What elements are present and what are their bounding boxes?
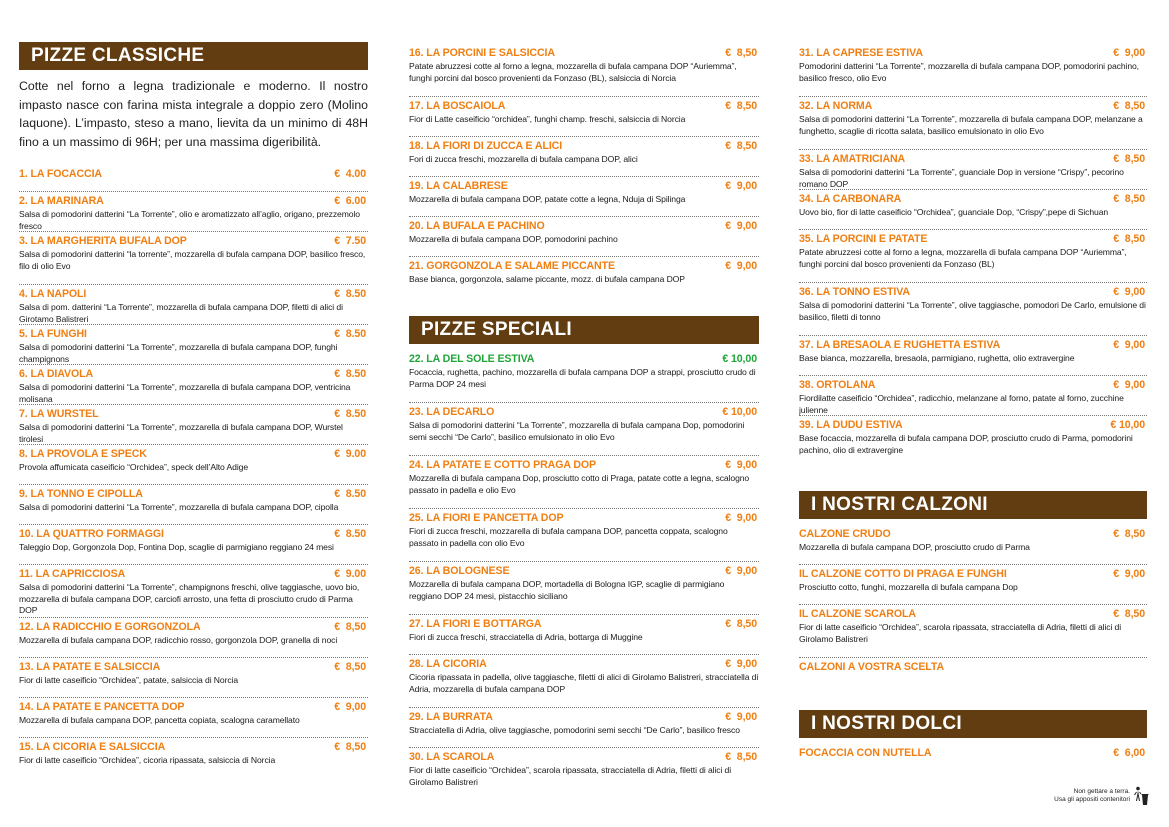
menu-item-header — [19, 288, 368, 301]
menu-item-header — [19, 741, 368, 754]
menu-item-price: € 9.00 — [334, 448, 366, 460]
menu-item — [799, 150, 1147, 190]
menu-item-name: 23. LA DECARLO — [409, 406, 495, 418]
menu-item-price: € 8,50 — [1113, 193, 1145, 205]
menu-item-price: € 9,00 — [725, 220, 757, 232]
menu-item — [799, 416, 1147, 469]
menu-item — [409, 350, 759, 403]
menu-item-header — [19, 661, 368, 674]
menu-item-description: Salsa di pomodorini datterini “La Torrente”, olio e aromatizzato all’aglio, origano, prezzemolo fresco — [19, 209, 360, 231]
menu-item — [409, 748, 759, 801]
menu-item-description: Salsa di pomodorini datterini “La Torrente”, mozzarella di bufala campana DOP, cipolla — [19, 502, 339, 512]
menu-item-name: 32. LA NORMA — [799, 100, 873, 112]
menu-item — [409, 257, 759, 294]
menu-item-description: Base bianca, mozzarella, bresaola, parmigiano, rughetta, olio extravergine — [799, 353, 1075, 363]
menu-item-description: Mozzarella di bufala campana DOP, pomodorini pachino — [409, 234, 618, 244]
menu-item-price: € 10,00 — [722, 353, 757, 365]
menu-item — [19, 365, 368, 405]
menu-item-header — [19, 195, 368, 208]
menu-item-header — [799, 100, 1147, 113]
menu-item-name: 3. LA MARGHERITA BUFALA DOP — [19, 235, 187, 247]
menu-item-header — [409, 565, 759, 578]
menu-item-price: € 8.50 — [334, 488, 366, 500]
menu-item-header — [409, 459, 759, 472]
menu-item-name: 1. LA FOCACCIA — [19, 168, 102, 180]
section-title-dolci: I NOSTRI DOLCI — [799, 710, 1147, 738]
menu-item-name: 39. LA DUDU ESTIVA — [799, 419, 903, 431]
menu-item-header — [409, 180, 759, 193]
menu-item-description: Stracciatella di Adria, olive taggiasche, pomodorini semi secchi “De Carlo”, basilico fresco — [409, 725, 740, 735]
menu-item — [409, 456, 759, 509]
menu-item-header — [799, 419, 1147, 432]
menu-item — [409, 562, 759, 615]
menu-item — [799, 44, 1147, 97]
menu-item-header — [19, 621, 368, 634]
menu-item-name: 20. LA BUFALA E PACHINO — [409, 220, 545, 232]
menu-item-price: € 7.50 — [334, 235, 366, 247]
menu-item-price: € 9,00 — [725, 565, 757, 577]
menu-item-header — [799, 747, 1147, 760]
menu-list-dolci — [799, 744, 1147, 774]
menu-item-price: € 9,00 — [1113, 379, 1145, 391]
menu-item-price: € 10,00 — [1110, 419, 1145, 431]
menu-item — [409, 137, 759, 177]
menu-item-description: Salsa di pom. datterini “La Torrente”, mozzarella di bufala campana DOP, filetti di alici di Girotamo Balistreri — [19, 302, 343, 324]
menu-item-description: Salsa di pomodorini datterini “La Torrente”, mozzarella di bufala campana Dop, pomodorini semi secchi “De Carlo”, basilico emulsionato in olio Evo — [409, 420, 745, 442]
menu-item — [19, 232, 368, 285]
menu-item — [19, 565, 368, 618]
menu-item-description: Salsa di pomodorini datterini “La Torrente”, mozzarella di bufala campana DOP, ventricina molisana — [19, 382, 351, 404]
section-title-calzoni: I NOSTRI CALZONI — [799, 491, 1147, 519]
menu-item — [19, 285, 368, 325]
menu-item — [19, 618, 368, 658]
section-title-classiche: PIZZE CLASSICHE — [19, 42, 368, 70]
menu-item-price: € 8.50 — [334, 408, 366, 420]
menu-item-header — [409, 658, 759, 671]
footer-line-2: Usa gli appositi contenitori — [1054, 796, 1130, 803]
menu-item-name: 31. LA CAPRESE ESTIVA — [799, 47, 923, 59]
menu-item-header — [409, 100, 759, 113]
menu-item-description: Mozzarella di bufala campana Dop, prosciutto cotto di Praga, patate cotte a legna, scalogno passato in padella e olio Evo — [409, 473, 750, 495]
menu-item-description: Taleggio Dop, Gorgonzola Dop, Fontina Dop, scaglie di parmigiano reggiano 24 mesi — [19, 542, 334, 552]
menu-item — [19, 485, 368, 525]
menu-item-price: € 10,00 — [722, 406, 757, 418]
menu-item-description: Fiori di zucca freschi, stracciatella di Adria, bottarga di Muggine — [409, 632, 643, 642]
menu-item-name: 22. LA DEL SOLE ESTIVA — [409, 353, 535, 365]
menu-item-header — [19, 701, 368, 714]
menu-item-price: € 8.50 — [334, 328, 366, 340]
menu-item-header — [799, 286, 1147, 299]
menu-item — [799, 605, 1147, 658]
menu-item — [19, 192, 368, 232]
menu-item-description: Fior di latte caseificio “Orchidea”, scarola ripassata, stracciatella di Adria, filetti di alici di Girolamo Balistreri — [409, 765, 732, 787]
menu-item-price: € 9,00 — [725, 180, 757, 192]
menu-item-price: € 8,50 — [334, 621, 366, 633]
menu-item-header — [19, 235, 368, 248]
menu-item-price: € 6.00 — [334, 195, 366, 207]
menu-item-name: 21. GORGONZOLA E SALAME PICCANTE — [409, 260, 615, 272]
menu-item-name: 28. LA CICORIA — [409, 658, 487, 670]
menu-item-description: Focaccia, rughetta, pachino, mozzarella di bufala campana DOP a strappi, prosciutto crudo di Parma DOP 24 mesi — [409, 367, 756, 389]
menu-item-description: Salsa di pomodorini datterini “La Torrente”, mozzarella di bufala campana DOP, melanzane a funghetto, scaglie di ricotta salata, basilico emulsionato in olio Evo — [799, 114, 1143, 136]
menu-item-description: Prosciutto cotto, funghi, mozzarella di bufala campana Dop — [799, 582, 1018, 592]
menu-item — [799, 658, 1147, 688]
footer-note — [1040, 788, 1130, 804]
menu-item-header — [799, 608, 1147, 621]
menu-item-price: € 8,50 — [1113, 100, 1145, 112]
menu-item — [409, 97, 759, 137]
menu-item-description: Salsa di pomodorini datterini “la torrente”, mozzarella di bufala campana DOP, basilico fresco, filo di olio Evo — [19, 249, 366, 271]
menu-item-description: Fiordilatte caseificio “Orchidea”, radicchio, melanzane al forno, patate al forno, zucchine julienne — [799, 393, 1124, 415]
menu-item-header — [799, 153, 1147, 166]
menu-item-name: 18. LA FIORI DI ZUCCA E ALICI — [409, 140, 563, 152]
menu-item — [19, 525, 368, 565]
menu-item-price: € 8,50 — [1113, 233, 1145, 245]
menu-item-description: Provola affumicata caseificio “Orchidea”, speck dell’Alto Adige — [19, 462, 249, 472]
menu-item — [799, 565, 1147, 605]
menu-item — [799, 283, 1147, 336]
menu-item-header — [19, 168, 368, 181]
footer-line-1: Non gettare a terra. — [1073, 788, 1130, 795]
menu-item-price: € 9,00 — [725, 260, 757, 272]
menu-item-name: 29. LA BURRATA — [409, 711, 493, 723]
menu-item-price: € 8,50 — [725, 618, 757, 630]
menu-item-price: € 9,00 — [1113, 339, 1145, 351]
trash-bin-icon — [1133, 786, 1149, 806]
menu-item — [19, 405, 368, 445]
menu-item — [409, 615, 759, 655]
menu-item-description: Fior di Latte caseificio “orchidea”, funghi champ. freschi, salsiccia di Norcia — [409, 114, 686, 124]
menu-item-header — [409, 618, 759, 631]
menu-item-description: Fiori di zucca freschi, mozzarella di bufala campana DOP, pancetta coppata, scalogno passato in padella con olio Evo — [409, 526, 728, 548]
menu-item-header — [799, 233, 1147, 246]
column-classiche — [19, 38, 368, 778]
menu-item — [799, 376, 1147, 416]
menu-list-calzoni — [799, 525, 1147, 688]
menu-item-header — [409, 711, 759, 724]
menu-item-description: Cicoria ripassata in padella, olive taggiasche, filetti di alici di Girolamo Balistreri, stracciatella di Adria, mozzarella di bufala campana DOP — [409, 672, 759, 694]
menu-item-name: 24. LA PATATE E COTTO PRAGA DOP — [409, 459, 597, 471]
menu-item-name: 19. LA CALABRESE — [409, 180, 508, 192]
menu-item-name: 33. LA AMATRICIANA — [799, 153, 906, 165]
menu-item-header — [19, 528, 368, 541]
menu-item — [409, 708, 759, 748]
menu-item-price: € 8,50 — [725, 47, 757, 59]
menu-item-price: € 8,50 — [1113, 608, 1145, 620]
menu-item — [19, 445, 368, 485]
menu-item — [19, 165, 368, 192]
menu-item-description: Mozzarella di bufala campana DOP, mortadella di Bologna IGP, scaglie di parmigiano reggiano DOP 24 mesi, pistacchio siciliano — [409, 579, 725, 601]
menu-item-name: CALZONE CRUDO — [799, 528, 891, 540]
menu-item-header — [409, 353, 759, 366]
menu-item-name: 8. LA PROVOLA E SPECK — [19, 448, 147, 460]
menu-item-name: 25. LA FIORI E PANCETTA DOP — [409, 512, 564, 524]
menu-item-price: € 8.50 — [334, 528, 366, 540]
menu-item-name: 27. LA FIORI E BOTTARGA — [409, 618, 542, 630]
menu-list-classiche — [19, 165, 368, 778]
menu-item-name: 13. LA PATATE E SALSICCIA — [19, 661, 161, 673]
menu-item-name: 10. LA QUATTRO FORMAGGI — [19, 528, 164, 540]
menu-item-header — [409, 220, 759, 233]
menu-item-name: 6. LA DIAVOLA — [19, 368, 94, 380]
menu-item-description: Fior di latte caseificio “Orchidea”, scarola ripassata, stracciatella di Adria, filetti di alici di Girolamo Balistreri — [799, 622, 1122, 644]
menu-item-description: Pomodorini datterini “La Torrente”, mozzarella di bufala campana DOP, pomodorini pachino, basilico fresco, olio Evo — [799, 61, 1139, 83]
menu-item-header — [19, 568, 368, 581]
menu-item-header — [799, 528, 1147, 541]
menu-item-description: Mozzarella di bufala campana DOP, radicchio rosso, gorgonzola DOP, granella di noci — [19, 635, 338, 645]
menu-item-price: € 8,50 — [1113, 528, 1145, 540]
menu-item-header — [19, 328, 368, 341]
menu-item-price: € 8.50 — [334, 288, 366, 300]
menu-item-price: € 9,00 — [725, 512, 757, 524]
column-middle — [409, 38, 759, 801]
menu-item-price: € 9,00 — [1113, 286, 1145, 298]
column-right — [799, 38, 1147, 774]
menu-item-header — [799, 339, 1147, 352]
menu-item-description: Base focaccia, mozzarella di bufala campana DOP, prosciutto crudo di Parma, pomodorini pachino, olio di extravergine — [799, 433, 1133, 455]
menu-item-name: 26. LA BOLOGNESE — [409, 565, 510, 577]
menu-item-header — [19, 448, 368, 461]
menu-item-description: Mozzarella di bufala campana DOP, patate cotte a legna, Nduja di Spilinga — [409, 194, 686, 204]
menu-item-name: 7. LA WURSTEL — [19, 408, 99, 420]
menu-item-price: € 9,00 — [725, 459, 757, 471]
menu-item-price: € 8,50 — [725, 751, 757, 763]
menu-item-header — [799, 379, 1147, 392]
menu-item-description: Salsa di pomodorini datterini “La Torrente”, mozzarella di bufala campana DOP, Wurstel tirolesi — [19, 422, 343, 444]
menu-item-name: IL CALZONE COTTO DI PRAGA E FUNGHI — [799, 568, 1007, 580]
menu-item-description: Mozzarella di bufala campana DOP, prosciutto crudo di Parma — [799, 542, 1030, 552]
menu-item-price: € 9,00 — [1113, 568, 1145, 580]
menu-item-description: Base bianca, gorgonzola, salame piccante, mozz. di bufala campana DOP — [409, 274, 685, 284]
menu-item-name: 17. LA BOSCAIOLA — [409, 100, 506, 112]
menu-item-name: 30. LA SCAROLA — [409, 751, 495, 763]
menu-item-price: € 8.50 — [334, 368, 366, 380]
menu-item-header — [409, 512, 759, 525]
menu-item-price: € 8,50 — [334, 741, 366, 753]
menu-item-name: CALZONI A VOSTRA SCELTA — [799, 661, 945, 673]
menu-item-price: € 9,00 — [725, 658, 757, 670]
menu-item-header — [799, 193, 1147, 206]
menu-item — [799, 97, 1147, 150]
menu-item — [409, 509, 759, 562]
menu-item-description: Patate abruzzesi cotte al forno a legna, mozzarella di bufala campana DOP “Auriemma”, funghi porcini dal bosco provenienti da Fonzaso (BL), salsiccia di Norcia — [409, 61, 737, 83]
menu-item-name: 15. LA CICORIA E SALSICCIA — [19, 741, 166, 753]
menu-item — [19, 325, 368, 365]
menu-item-description: Patate abruzzesi cotte al forno a legna, mozzarella di bufala campana DOP “Auriemma”, funghi porcini dal bosco provenienti da Fonzaso (BL) — [799, 247, 1127, 269]
menu-item-name: 36. LA TONNO ESTIVA — [799, 286, 910, 298]
menu-item-price: € 8,50 — [1113, 153, 1145, 165]
menu-item-name: FOCACCIA CON NUTELLA — [799, 747, 932, 759]
menu-item — [409, 403, 759, 456]
menu-item-name: 38. ORTOLANA — [799, 379, 876, 391]
menu-item-price: € 8,50 — [725, 140, 757, 152]
menu-item — [799, 525, 1147, 565]
menu-item-description: Fior di latte caseificio “Orchidea”, patate, salsiccia di Norcia — [19, 675, 239, 685]
menu-item-name: 9. LA TONNO E CIPOLLA — [19, 488, 143, 500]
intro-text: Cotte nel forno a legna tradizionale e moderno. Il nostro impasto nasce con farina mista integrale a doppio zero (Molino Iaquone). L’impasto, steso a mano, lievita da un minimo di 48H fino a un massimo di 96H; per una massima digeribilità. — [19, 79, 368, 149]
menu-item-price: € 8,50 — [334, 661, 366, 673]
menu-item-description: Uovo bio, fior di latte caseificio “Orchidea”, guanciale Dop, “Crispy”,pepe di Sichuan — [799, 207, 1109, 217]
section-title-speciali: PIZZE SPECIALI — [409, 316, 759, 344]
menu-item-price: € 9,00 — [1113, 47, 1145, 59]
menu-item-name: 2. LA MARINARA — [19, 195, 104, 207]
menu-item-header — [409, 47, 759, 60]
menu-item-price: € 9,00 — [725, 711, 757, 723]
menu-item-price: € 9.00 — [334, 568, 366, 580]
menu-item — [799, 744, 1147, 774]
menu-item-name: 5. LA FUNGHI — [19, 328, 87, 340]
menu-item-name: 11. LA CAPRICCIOSA — [19, 568, 126, 580]
menu-item-header — [409, 140, 759, 153]
menu-item — [19, 738, 368, 778]
menu-item-name: 35. LA PORCINI E PATATE — [799, 233, 928, 245]
menu-item-name: 12. LA RADICCHIO E GORGONZOLA — [19, 621, 201, 633]
menu-item-header — [409, 260, 759, 273]
menu-item-name: 37. LA BRESAOLA E RUGHETTA ESTIVA — [799, 339, 1001, 351]
menu-item-name: 14. LA PATATE E PANCETTA DOP — [19, 701, 185, 713]
menu-item-header — [19, 488, 368, 501]
menu-list-classiche-cont — [409, 44, 759, 294]
menu-item — [409, 217, 759, 257]
menu-item-description: Salsa di pomodorini datterini “La Torrente”, guanciale Dop in versione “Crispy”, pecorino romano DOP — [799, 167, 1124, 189]
menu-item-description: Salsa di pomodorini datterini “La Torrente”, olive taggiasche, pomodori De Carlo, emulsione di basilico, filetti di tonno — [799, 300, 1146, 322]
menu-item-price: € 9,00 — [334, 701, 366, 713]
menu-list-speciali — [409, 350, 759, 801]
menu-item-header — [409, 406, 759, 419]
menu-item-description: Mozzarella di bufala campana DOP, pancetta copiata, scalogna caramellato — [19, 715, 300, 725]
menu-item-name: 4. LA NAPOLI — [19, 288, 87, 300]
menu-item-name: 34. LA CARBONARA — [799, 193, 902, 205]
menu-list-speciali-cont — [799, 44, 1147, 469]
menu-item-price: € 6,00 — [1113, 747, 1145, 759]
menu-item — [799, 336, 1147, 376]
menu-item — [19, 698, 368, 738]
menu-item — [799, 190, 1147, 230]
menu-item-header — [799, 568, 1147, 581]
menu-item-header — [799, 47, 1147, 60]
menu-item-header — [19, 408, 368, 421]
menu-item-header — [799, 661, 1147, 674]
menu-item — [799, 230, 1147, 283]
menu-item-header — [19, 368, 368, 381]
menu-item — [19, 658, 368, 698]
menu-item-price: € 4.00 — [334, 168, 366, 180]
menu-item-description: Fori di zucca freschi, mozzarella di bufala campana DOP, alici — [409, 154, 638, 164]
menu-item-header — [409, 751, 759, 764]
menu-item — [409, 177, 759, 217]
menu-item-description: Fior di latte caseificio “Orchidea”, cicoria ripassata, salsiccia di Norcia — [19, 755, 276, 765]
menu-item — [409, 44, 759, 97]
menu-item-price: € 8,50 — [725, 100, 757, 112]
menu-item-name: 16. LA PORCINI E SALSICCIA — [409, 47, 555, 59]
menu-item-name: IL CALZONE SCAROLA — [799, 608, 916, 620]
menu-item-description: Salsa di pomodorini datterini “La Torrente”, mozzarella di bufala campana DOP, funghi champignons — [19, 342, 338, 364]
menu-item — [409, 655, 759, 708]
menu-item-description: Salsa di pomodorini datterini “La Torrente”, champignons freschi, olive taggiasche, uovo bio, mozzarella di bufala campana DOP, carciofi arrosto, una fetta di prosciutto crudo di Parma DOP — [19, 582, 360, 615]
